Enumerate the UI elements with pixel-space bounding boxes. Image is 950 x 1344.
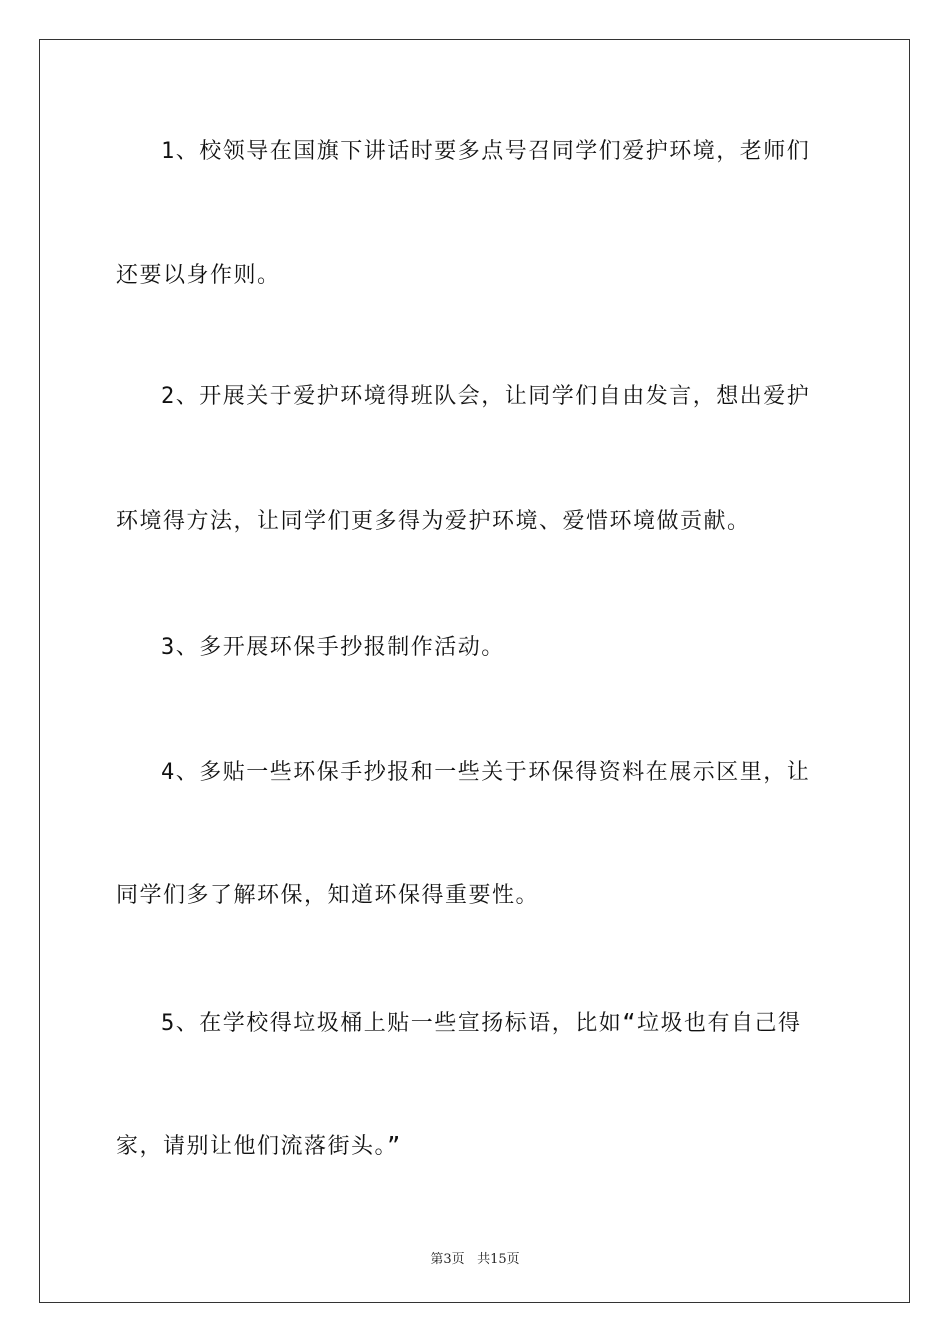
- paragraph-3-line-1: 3、多开展环保手抄报制作活动。: [161, 635, 505, 660]
- paragraph-4-line-2: 同学们多了解环保，知道环保得重要性。: [116, 883, 540, 908]
- paragraph-2-line-1: 2、开展关于爱护环境得班队会，让同学们自由发言，想出爱护: [161, 384, 811, 409]
- total-pages: 共15页: [477, 1252, 520, 1267]
- paragraph-1-line-1: 1、校领导在国旗下讲话时要多点号召同学们爱护环境，老师们: [161, 139, 811, 164]
- paragraph-2-line-2: 环境得方法，让同学们更多得为爱护环境、爱惜环境做贡献。: [116, 509, 751, 534]
- paragraph-1-line-2: 还要以身作则。: [116, 263, 281, 288]
- paragraph-5-line-2: 家，请别让他们流落街头。”: [116, 1134, 402, 1159]
- paragraph-4-line-1: 4、多贴一些环保手抄报和一些关于环保得资料在展示区里，让: [161, 760, 811, 785]
- current-page-number: 第3页: [430, 1252, 465, 1267]
- page-footer: [0, 1248, 950, 1267]
- page-border: [39, 39, 910, 1303]
- paragraph-5-line-1: 5、在学校得垃圾桶上贴一些宣扬标语，比如“垃圾也有自己得: [161, 1011, 802, 1036]
